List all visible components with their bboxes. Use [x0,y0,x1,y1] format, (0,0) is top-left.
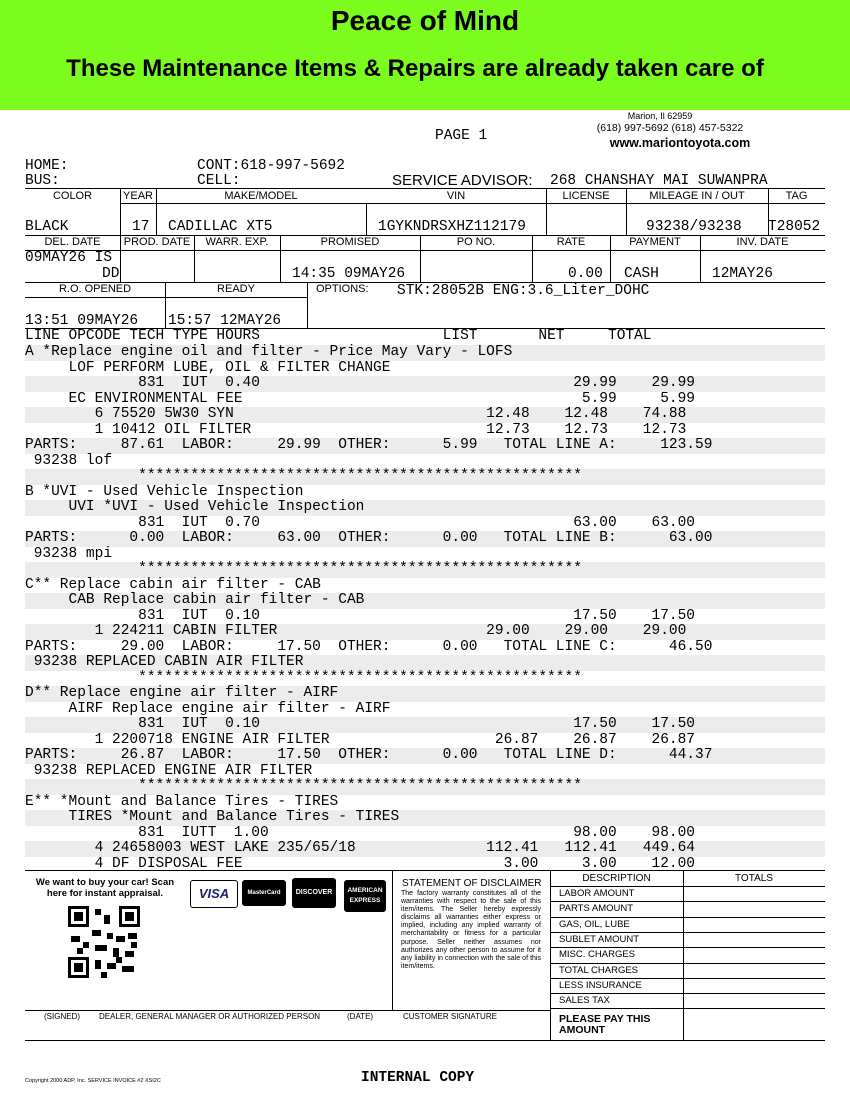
vehicle-model: CADILLAC XT5 [168,219,273,235]
col-make-model: MAKE/MODEL [224,190,298,202]
del-date-2: DD [102,266,120,282]
disclaimer-text: The factory warranty constitutes all of the warranties with respect to the sale of this item/items. The Seller hereby expressly disclaims all warranties either express or implied, including any implied warranty of merchantability or fitness for a particular purpose. Seller neither assumes nor authorizes any other person to assume for it any liability in connection with the sale of this item/items. [401,890,541,970]
col-tag: TAG [785,190,808,202]
qr-code-icon[interactable] [68,906,140,978]
line-item-row: *************************************************** [25,561,582,577]
description-item: MISC. CHARGES [559,949,636,961]
options-value: STK:28052B ENG:3.6_Liter_DOHC [397,283,650,299]
line-item-row: *************************************************** [25,468,582,484]
line-item-row: AIRF Replace engine air filter - AIRF [25,700,391,717]
home-label: HOME: [25,158,69,174]
rate-value: 0.00 [568,266,603,282]
disclaimer-title: STATEMENT OF DISCLAIMER [402,878,542,889]
line-item-row: 1 2200718 ENGINE AIR FILTER 26.87 26.87 26.87 [25,731,696,748]
line-item-row: TIRES *Mount and Balance Tires - TIRES [25,809,400,825]
col-payment: PAYMENT [629,236,681,248]
col-vin: VIN [446,190,466,202]
col-mileage: MILEAGE IN / OUT [649,190,745,202]
description-item: PARTS AMOUNT [559,903,634,915]
vehicle-vin: 1GYKNDRSXHZ112179 [378,219,526,235]
copyright: Copyright 2000 ADP, Inc. SERVICE INVOICE #2 XSI2C [25,1078,161,1084]
customer-signature-label: CUSTOMER SIGNATURE [403,1012,497,1021]
line-item-row: 831 IUT 0.70 63.00 63.00 [25,514,696,531]
col-year: YEAR [123,190,153,202]
cont-phone: CONT:618-997-5692 [197,158,345,174]
line-item-row: 831 IUT 0.10 17.50 17.50 [25,716,696,732]
bus-label: BUS: [25,173,60,189]
description-item: TOTAL CHARGES [559,964,639,976]
line-table-header: LINE OPCODE TECH TYPE HOURS LIST NET TOTAL [25,328,652,344]
line-item-row: PARTS: 0.00 LABOR: 63.00 OTHER: 0.00 TOTAL LINE B: 63.00 [25,530,713,546]
line-item-row: C** Replace cabin air filter - CAB [25,576,321,593]
options-label: OPTIONS: [316,283,369,295]
line-item-row: *************************************************** [25,778,582,794]
line-item-row: 93238 REPLACED ENGINE AIR FILTER [25,762,313,779]
service-advisor-label: SERVICE ADVISOR: [392,172,533,189]
header-banner [0,0,850,110]
col-del-date: DEL. DATE [44,236,101,248]
description-item: LABOR AMOUNT [559,888,635,899]
col-color: COLOR [52,190,93,202]
col-promised: PROMISED [320,236,380,248]
line-item-row: *************************************************** [25,669,582,686]
dealer-signature-label: DEALER, GENERAL MANAGER OR AUTHORIZED PERSON [99,1012,321,1021]
line-item-row: 1 224211 CABIN FILTER 29.00 29.00 29.00 [25,623,687,639]
discover-card-icon: DISCOVER [292,878,336,908]
description-header: DESCRIPTION [582,873,651,884]
description-item: GAS, OIL, LUBE [559,918,630,930]
line-item-row: E** *Mount and Balance Tires - TIRES [25,793,339,810]
totals-header: TOTALS [735,873,773,884]
line-item-row: 4 24658003 WEST LAKE 235/65/18 112.41 112.41 449.64 [25,840,696,856]
col-warr-exp: WARR. EXP. [205,236,269,248]
line-item-row: 831 IUTT 1.00 98.00 98.00 [25,824,696,841]
line-item-row: EC ENVIRONMENTAL FEE 5.99 5.99 [25,390,696,407]
date-label: (DATE) [347,1012,374,1021]
payment-value: CASH [624,266,659,282]
line-item-row: 4 DF DISPOSAL FEE 3.00 3.00 12.00 [25,855,696,872]
page-number: PAGE 1 [435,128,488,144]
col-rate: RATE [556,236,586,248]
promised-value: 14:35 09MAY26 [292,266,406,282]
vehicle-year: 17 [132,219,150,235]
line-item-row: B *UVI - Used Vehicle Inspection [25,483,304,500]
please-pay-label: PLEASE PAY THIS AMOUNT [559,1013,651,1036]
line-item-row: LOF PERFORM LUBE, OIL & FILTER CHANGE [25,359,391,376]
ro-opened-value: 13:51 09MAY26 [25,313,139,329]
line-item-row: PARTS: 87.61 LABOR: 29.99 OTHER: 5.99 TOTAL LINE A: 123.59 [25,437,713,453]
vehicle-tag: T28052 [768,219,821,235]
description-item: SALES TAX [559,995,610,1007]
col-ready: READY [217,283,255,295]
amex-card-icon: AMERICAN EXPRESS [344,880,386,912]
visa-card-icon: VISA [190,880,238,908]
dealer-website: www.mariontoyota.com [609,136,751,150]
col-inv-date: INV. DATE [736,236,789,248]
internal-copy: INTERNAL COPY [361,1070,475,1086]
dealer-phones: (618) 997-5692 (618) 457-5322 [596,122,744,134]
line-item-row: 93238 mpi [25,545,113,562]
description-item: LESS INSURANCE [559,979,642,991]
line-item-row: CAB Replace cabin air filter - CAB [25,592,365,608]
line-item-row: 93238 REPLACED CABIN AIR FILTER [25,654,304,670]
line-item-row: A *Replace engine oil and filter - Price May Vary - LOFS [25,344,513,360]
signed-label: (SIGNED) [44,1012,80,1021]
col-license: LICENSE [562,190,610,202]
col-po-no: PO NO. [456,236,496,248]
ready-value: 15:57 12MAY26 [168,313,282,329]
del-date-1: 09MAY26 IS [25,250,113,266]
line-item-row: PARTS: 29.00 LABOR: 17.50 OTHER: 0.00 TOTAL LINE C: 46.50 [25,638,713,655]
line-item-row: UVI *UVI - Used Vehicle Inspection [25,499,365,515]
inv-date-value: 12MAY26 [712,266,773,282]
line-item-row: 831 IUT 0.10 17.50 17.50 [25,607,696,624]
appraisal-text: We want to buy your car! Scan here for instant appraisal. [35,877,175,899]
service-advisor-value: 268 CHANSHAY MAI SUWANPRA [550,173,768,189]
dealer-city: Marion, Il 62959 [627,111,693,121]
banner-subtitle: These Maintenance Items & Repairs are already taken care of [66,55,764,82]
line-item-row: 1 10412 OIL FILTER 12.73 12.73 12.73 [25,421,687,438]
line-item-row: PARTS: 26.87 LABOR: 17.50 OTHER: 0.00 TOTAL LINE D: 44.37 [25,747,713,763]
cell-label: CELL: [197,173,241,189]
vehicle-mileage: 93238/93238 [646,219,742,235]
line-item-row: 93238 lof [25,452,113,469]
line-item-row: 831 IUT 0.40 29.99 29.99 [25,375,696,391]
description-item: SUBLET AMOUNT [559,933,640,945]
col-ro-opened: R.O. OPENED [58,283,132,295]
col-prod-date: PROD. DATE [123,236,191,248]
vehicle-color: BLACK [25,219,69,235]
mastercard-icon: MasterCard [242,880,286,906]
line-item-row: D** Replace engine air filter - AIRF [25,685,339,701]
line-item-row: 6 75520 5W30 SYN 12.48 12.48 74.88 [25,406,687,422]
banner-title: Peace of Mind [330,5,520,36]
